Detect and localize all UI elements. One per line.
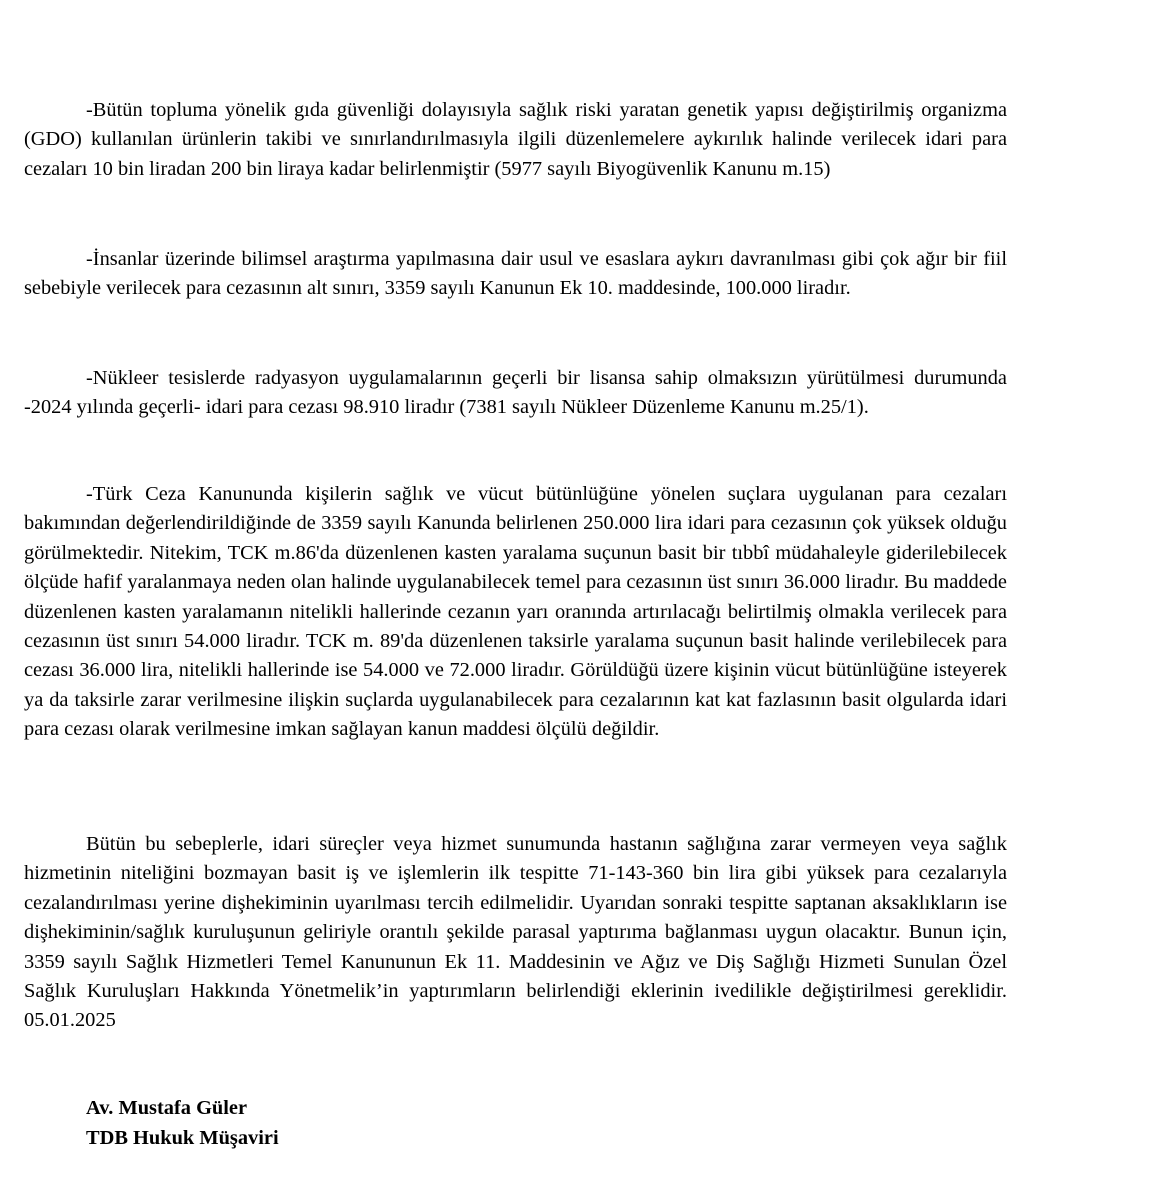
signature-title: TDB Hukuk Müşaviri <box>86 1127 279 1149</box>
paragraph-text: -Nükleer tesislerde radyasyon uygulamalarının geçerli bir lisansa sahip olmaksızın yürütülmesi durumunda -2024 yılında geçerli- idari para cezası 98.910 liradır (7381 sayılı Nükleer Düzenleme Kanunu m.25/1). <box>24 367 1007 419</box>
paragraph-gdo-penalties <box>24 96 1007 184</box>
paragraph-text: -Bütün topluma yönelik gıda güvenliği dolayısıyla sağlık riski yaratan genetik yapısı değiştirilmiş organizma (GDO) kullanılan ürünlerin takibi ve sınırlandırılmasıyla ilgili düzenlemelere aykırılık halinde verilecek idari para cezaları 10 bin liradan 200 bin liraya kadar belirlenmiştir (5977 sayılı Biyogüvenlik Kanunu m.15) <box>24 99 1007 180</box>
paragraph-text: -Türk Ceza Kanununda kişilerin sağlık ve vücut bütünlüğüne yönelen suçlara uygulanan para cezaları bakımından değerlendirildiğinde de 3359 sayılı Kanunda belirlenen 250.000 lira idari para cezasının çok yüksek olduğu görülmektedir. Nitekim, TCK m.86'da düzenlenen kasten yaralama suçunun basit bir tıbbî müdahaleyle giderilebilecek ölçüde hafif yaralanmaya neden olan halinde uygulanabilecek temel para cezasının üst sınırı 36.000 liradır. Bu maddede düzenlenen kasten yaralamanın nitelikli hallerinde cezanın yarı oranında artırılacağı belirtilmiş olmakla verilecek para cezasının üst sınırı 54.000 liradır. TCK m. 89'da düzenlenen taksirle yaralama suçunun basit halinde verilebilecek para cezası 36.000 lira, nitelikli hallerinde ise 54.000 ve 72.000 liradır. Görüldüğü üzere kişinin vücut bütünlüğüne isteyerek ya da taksirle zarar verilmesine ilişkin suçlarda uygulanabilecek para cezalarının kat kat fazlasının basit olgularda idari para cezası olarak verilmesine imkan sağlayan kanun maddesi ölçülü değildir. <box>24 483 1007 741</box>
paragraph-text: -İnsanlar üzerinde bilimsel araştırma yapılmasına dair usul ve esaslara aykırı davranılması gibi çok ağır bir fiil sebebiyle verilecek para cezasının alt sınırı, 3359 sayılı Kanunun Ek 10. maddesinde, 100.000 liradır. <box>24 248 1007 300</box>
paragraph-scientific-research <box>24 245 1007 304</box>
paragraph-penal-code <box>24 480 1007 745</box>
paragraph-nuclear-facilities <box>24 364 1007 423</box>
paragraph-text: Bütün bu sebeplerle, idari süreçler veya hizmet sunumunda hastanın sağlığına zarar vermeyen veya sağlık hizmetinin niteliğini bozmayan basit iş ve işlemlerin ilk tespitte 71-143-360 bin lira gibi yüksek para cezalarıyla cezalandırılması yerine dişhekiminin uyarılması tercih edilmelidir. Uyarıdan sonraki tespitte saptanan aksaklıkların ise dişhekiminin/sağlık kuruluşunun geliriyle orantılı şekilde parasal yaptırıma bağlanması uygun olacaktır. Bunun için, 3359 sayılı Sağlık Hizmetleri Temel Kanununun Ek 11. Maddesinin ve Ağız ve Diş Sağlığı Hizmeti Sunulan Özel Sağlık Kuruluşları Hakkında Yönetmelik’in yaptırımların belirlendiği eklerinin ivedilikle değiştirilmesi gereklidir. 05.01.2025 <box>24 833 1007 1032</box>
signature-name: Av. Mustafa Güler <box>86 1097 248 1119</box>
paragraph-conclusion <box>24 830 1007 1036</box>
